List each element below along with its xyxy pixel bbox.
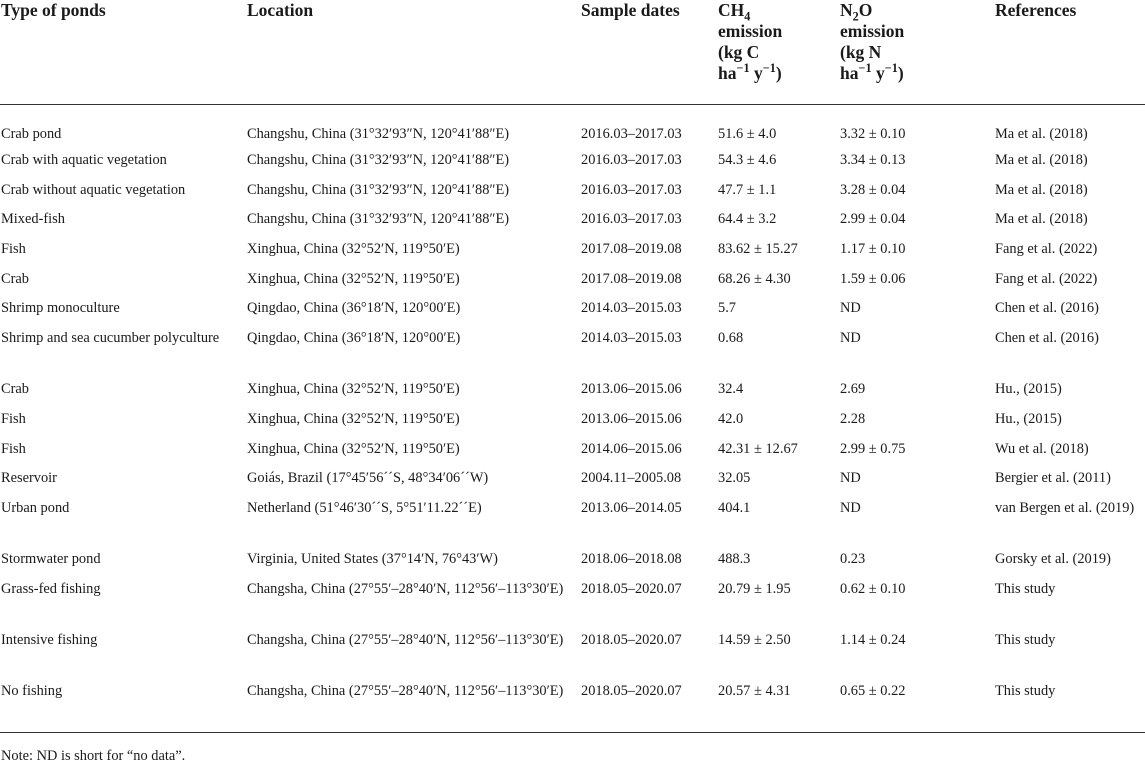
cell-n2o: 3.32 ± 0.10 [840, 125, 906, 142]
cell-dates: 2014.03–2015.03 [581, 300, 682, 317]
header-type: Type of ponds [0, 0, 246, 104]
cell-location: Netherland (51°46′30´´S, 5°51′11.22´´E) [247, 499, 482, 516]
cell-location: Xinghua, China (32°52′N, 119°50′E) [247, 381, 460, 398]
cell-type: Crab [1, 381, 29, 398]
cell-ch4: 488.3 [718, 550, 751, 567]
cell-dates: 2014.03–2015.03 [581, 330, 682, 347]
cell-type: Crab [1, 270, 29, 287]
cell-type: Fish [1, 440, 26, 457]
cell-ch4: 64.4 ± 3.2 [718, 211, 777, 228]
cell-ref: Fang et al. (2022) [995, 241, 1098, 258]
cell-ch4: 32.05 [718, 470, 751, 487]
cell-n2o: 3.34 ± 0.13 [840, 152, 906, 168]
table-body [0, 104, 1145, 733]
cell-type: Grass-fed fishing [1, 580, 101, 597]
cell-ch4: 42.31 ± 12.67 [718, 440, 798, 457]
table-row [0, 104, 1145, 150]
table-row [0, 180, 1145, 210]
cell-ref: Hu., (2015) [995, 410, 1062, 427]
cell-location: Goiás, Brazil (17°45′56´´S, 48°34′06´´W) [247, 470, 489, 487]
cell-type: Shrimp and sea cucumber polyculture [1, 330, 220, 347]
cell-ref: van Bergen et al. (2019) [995, 499, 1135, 516]
cell-type: Crab with aquatic vegetation [1, 152, 167, 168]
cell-dates: 2018.06–2018.08 [581, 550, 682, 567]
cell-dates: 2018.05–2020.07 [581, 580, 682, 597]
cell-n2o: 0.23 [840, 550, 866, 567]
cell-ch4: 68.26 ± 4.30 [718, 270, 791, 287]
cell-type: Stormwater pond [1, 550, 101, 567]
cell-location: Qingdao, China (36°18′N, 120°00′E) [247, 300, 461, 317]
cell-ref: Ma et al. (2018) [995, 211, 1088, 228]
table-row [0, 239, 1145, 269]
cell-dates: 2004.11–2005.08 [581, 470, 682, 487]
header-dates: Sample dates [580, 0, 717, 104]
cell-type: Urban pond [1, 499, 70, 516]
header-refs: References [994, 0, 1145, 104]
cell-ref: Bergier et al. (2011) [995, 470, 1111, 487]
cell-ref: Ma et al. (2018) [995, 125, 1088, 142]
cell-ch4: 0.68 [718, 330, 744, 347]
cell-location: Xinghua, China (32°52′N, 119°50′E) [247, 440, 460, 457]
table-row [0, 579, 1145, 630]
cell-ch4: 20.57 ± 4.31 [717, 681, 839, 733]
cell-dates: 2014.06–2015.06 [581, 440, 682, 457]
cell-location: Changshu, China (31°32′93″N, 120°41′88″E) [247, 211, 510, 228]
cell-type: Mixed-fish [1, 211, 65, 228]
cell-location: Changsha, China (27°55′–28°40′N, 112°56′–113°30′E) [246, 681, 580, 733]
cell-n2o: 2.69 [840, 381, 866, 398]
cell-location: Changshu, China (31°32′93″N, 120°41′88″E) [247, 181, 510, 198]
cell-dates: 2013.06–2014.05 [581, 499, 682, 516]
cell-type: Crab without aquatic vegetation [1, 181, 186, 198]
cell-type: Crab pond [1, 125, 62, 142]
cell-n2o: ND [840, 470, 861, 487]
header-row [0, 0, 1145, 104]
cell-ref: Ma et al. (2018) [995, 181, 1088, 198]
cell-ref: Hu., (2015) [995, 381, 1062, 398]
cell-location: Changshu, China (31°32′93″N, 120°41′88″E) [247, 125, 510, 142]
table-row [0, 409, 1145, 439]
cell-ch4: 42.0 [718, 410, 744, 427]
cell-ch4: 14.59 ± 2.50 [718, 631, 791, 648]
cell-dates: 2016.03–2017.03 [581, 152, 682, 168]
table-row [0, 681, 1145, 733]
cell-dates: 2017.08–2019.08 [581, 270, 682, 287]
cell-location: Changsha, China (27°55′–28°40′N, 112°56′–113°30′E) [247, 580, 564, 597]
cell-n2o: ND [840, 330, 861, 347]
cell-type: No fishing [0, 681, 246, 733]
cell-ref: Wu et al. (2018) [995, 440, 1089, 457]
cell-ref: Chen et al. (2016) [995, 300, 1099, 317]
table-row [0, 379, 1145, 409]
cell-n2o: ND [840, 300, 861, 317]
cell-n2o: 1.59 ± 0.06 [840, 270, 906, 287]
cell-ch4: 47.7 ± 1.1 [718, 181, 777, 198]
table-row [0, 549, 1145, 579]
table-row [0, 269, 1145, 299]
cell-n2o: 2.99 ± 0.75 [840, 440, 906, 457]
cell-ref: This study [994, 681, 1145, 733]
cell-type: Reservoir [1, 470, 57, 487]
cell-location: Changshu, China (31°32′93″N, 120°41′88″E) [247, 152, 510, 168]
cell-n2o: ND [840, 499, 861, 516]
cell-ch4: 404.1 [718, 499, 751, 516]
cell-dates: 2016.03–2017.03 [581, 181, 682, 198]
cell-location: Qingdao, China (36°18′N, 120°00′E) [247, 330, 461, 347]
cell-ch4: 32.4 [718, 381, 744, 398]
cell-n2o: 0.62 ± 0.10 [840, 580, 906, 597]
cell-location: Xinghua, China (32°52′N, 119°50′E) [247, 270, 460, 287]
table-note: Note: ND is short for “no data”. [1, 748, 186, 764]
cell-ch4: 20.79 ± 1.95 [718, 580, 791, 597]
header-ch4: $CH_4$ emission (kg C $ha^{-1}$ $y^{-1}$) [717, 0, 839, 104]
cell-location: Changsha, China (27°55′–28°40′N, 112°56′–113°30′E) [247, 631, 564, 648]
cell-ref: Ma et al. (2018) [995, 152, 1088, 168]
table-row [0, 209, 1145, 239]
cell-ref: This study [995, 631, 1056, 648]
cell-type: Shrimp monoculture [1, 300, 120, 317]
cell-n2o: 1.17 ± 0.10 [840, 241, 906, 258]
cell-dates: 2013.06–2015.06 [581, 410, 682, 427]
cell-n2o: 2.28 [840, 410, 866, 427]
cell-type: Fish [1, 410, 26, 427]
cell-dates: 2016.03–2017.03 [581, 211, 682, 228]
cell-ref: Fang et al. (2022) [995, 270, 1098, 287]
cell-ref: This study [995, 580, 1056, 597]
cell-location: Virginia, United States (37°14′N, 76°43′W) [247, 550, 498, 567]
header-location: Location [246, 0, 580, 104]
cell-ch4: 51.6 ± 4.0 [718, 125, 777, 142]
cell-n2o: 1.14 ± 0.24 [840, 631, 906, 648]
cell-dates: 2018.05–2020.07 [581, 631, 682, 648]
cell-location: Xinghua, China (32°52′N, 119°50′E) [247, 410, 460, 427]
cell-dates: 2017.08–2019.08 [581, 241, 682, 258]
cell-ref: Chen et al. (2016) [995, 330, 1099, 347]
cell-ch4: 83.62 ± 15.27 [718, 241, 798, 258]
cell-dates: 2016.03–2017.03 [581, 125, 682, 142]
cell-ref: Gorsky et al. (2019) [995, 550, 1111, 567]
header-n2o: $N_2O$ emission (kg N $ha^{-1}$ $y^{-1}$) [839, 0, 994, 104]
table-row [0, 498, 1145, 549]
cell-ch4: 54.3 ± 4.6 [718, 152, 777, 168]
cell-location: Xinghua, China (32°52′N, 119°50′E) [247, 241, 460, 258]
table-row [0, 150, 1145, 180]
table-row [0, 630, 1145, 681]
cell-type: Fish [1, 241, 26, 258]
cell-type: Intensive fishing [1, 631, 98, 648]
cell-n2o: 3.28 ± 0.04 [840, 181, 906, 198]
cell-n2o: 2.99 ± 0.04 [840, 211, 906, 228]
cell-dates: 2018.05–2020.07 [580, 681, 717, 733]
table-row [0, 328, 1145, 379]
cell-ch4: 5.7 [718, 300, 736, 317]
table-row [0, 439, 1145, 469]
cell-dates: 2013.06–2015.06 [581, 381, 682, 398]
table-row [0, 298, 1145, 328]
cell-n2o: 0.65 ± 0.22 [839, 681, 994, 733]
table-row [0, 468, 1145, 498]
